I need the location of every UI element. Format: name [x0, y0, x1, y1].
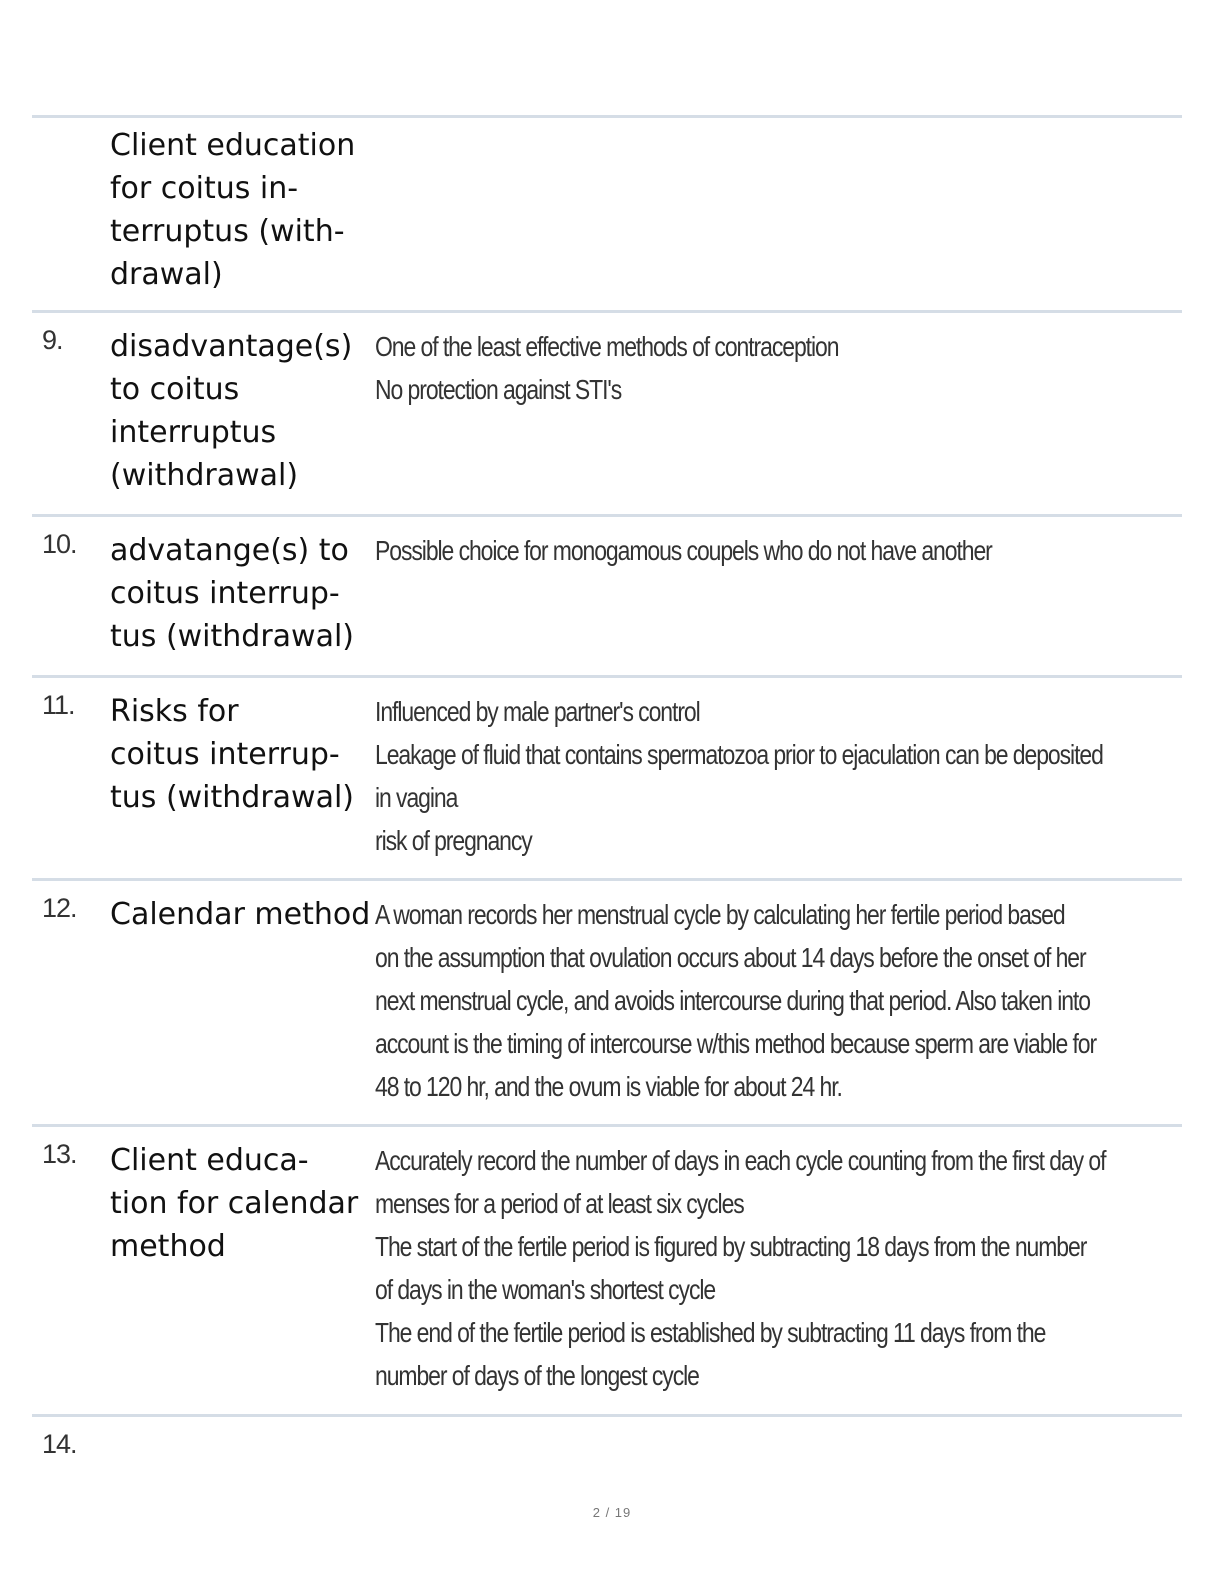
definition-line: The end of the fertile period is established by subtracting 11 days from the — [375, 1317, 1046, 1348]
definition-line: 48 to 120 hr, and the ovum is viable for about 24 hr. — [375, 1071, 842, 1102]
definition-line: A woman records her menstrual cycle by calculating her fertile period based — [375, 899, 1065, 930]
term-line: for coitus in- — [110, 171, 299, 206]
definition-line: No protection against STI's — [375, 374, 622, 405]
definition-line: Leakage of fluid that contains spermatozoa prior to ejaculation can be deposited — [375, 739, 1103, 770]
term-line: Calendar method — [110, 897, 371, 932]
definition-line: account is the timing of intercourse w/this method because sperm are viable for — [375, 1028, 1097, 1059]
term-cell — [110, 1139, 375, 1268]
definition-line: menses for a period of at least six cycles — [375, 1188, 744, 1219]
term-line: tion for calendar — [110, 1186, 359, 1221]
table-row — [32, 675, 1182, 878]
term-line: terruptus (with- — [110, 214, 345, 249]
definition-line: One of the least effective methods of contraception — [375, 331, 839, 362]
term-line: disadvantage(s) — [110, 329, 353, 364]
term-line: Client education — [110, 128, 356, 163]
term-cell — [110, 690, 375, 819]
row-number: 12. — [42, 893, 77, 923]
term-line: method — [110, 1229, 226, 1264]
term-line: (withdrawal) — [110, 458, 299, 493]
definition-line: Possible choice for monogamous coupels who do not have another — [375, 535, 992, 566]
term-line: interruptus — [110, 415, 277, 450]
row-number: 14. — [42, 1429, 77, 1459]
flashcard-table — [32, 115, 1182, 1484]
definition-line: next menstrual cycle, and avoids intercourse during that period. Also taken into — [375, 985, 1090, 1016]
row-number: 10. — [42, 529, 77, 559]
row-number: 9. — [42, 325, 63, 355]
term-cell — [110, 325, 375, 497]
definition-line: The start of the fertile period is figured by subtracting 18 days from the number — [375, 1231, 1087, 1262]
term-cell — [110, 529, 375, 658]
definition-line: in vagina — [375, 782, 458, 813]
term-line: tus (withdrawal) — [110, 619, 355, 654]
term-line: Risks for — [110, 694, 239, 729]
table-row — [32, 115, 1182, 310]
table-row — [32, 1124, 1182, 1414]
definition-line: of days in the woman's shortest cycle — [375, 1274, 716, 1305]
row-number: 13. — [42, 1139, 77, 1169]
term-line: coitus interrup- — [110, 576, 340, 611]
table-row — [32, 878, 1182, 1124]
definition-cell — [375, 690, 1103, 862]
term-line: drawal) — [110, 257, 223, 292]
term-line: advatange(s) to — [110, 533, 349, 568]
term-cell — [110, 893, 375, 936]
table-row — [32, 514, 1182, 675]
term-line: to coitus — [110, 372, 240, 407]
definition-cell — [375, 1139, 1105, 1397]
definition-cell — [375, 325, 1037, 411]
term-line: coitus interrup- — [110, 737, 340, 772]
definition-cell — [375, 529, 1037, 572]
definition-line: risk of pregnancy — [375, 825, 532, 856]
term-line: tus (withdrawal) — [110, 780, 355, 815]
page-number: 2 / 19 — [592, 1505, 632, 1520]
row-number: 11. — [42, 690, 75, 720]
definition-line: Accurately record the number of days in each cycle counting from the first day of — [375, 1145, 1106, 1176]
definition-cell — [375, 893, 1096, 1108]
definition-line: number of days of the longest cycle — [375, 1360, 699, 1391]
term-line: Client educa- — [110, 1143, 309, 1178]
definition-line: Influenced by male partner's control — [375, 696, 700, 727]
term-cell — [110, 124, 375, 296]
table-row — [32, 1414, 1182, 1484]
table-row — [32, 310, 1182, 514]
definition-line: on the assumption that ovulation occurs about 14 days before the onset of her — [375, 942, 1086, 973]
